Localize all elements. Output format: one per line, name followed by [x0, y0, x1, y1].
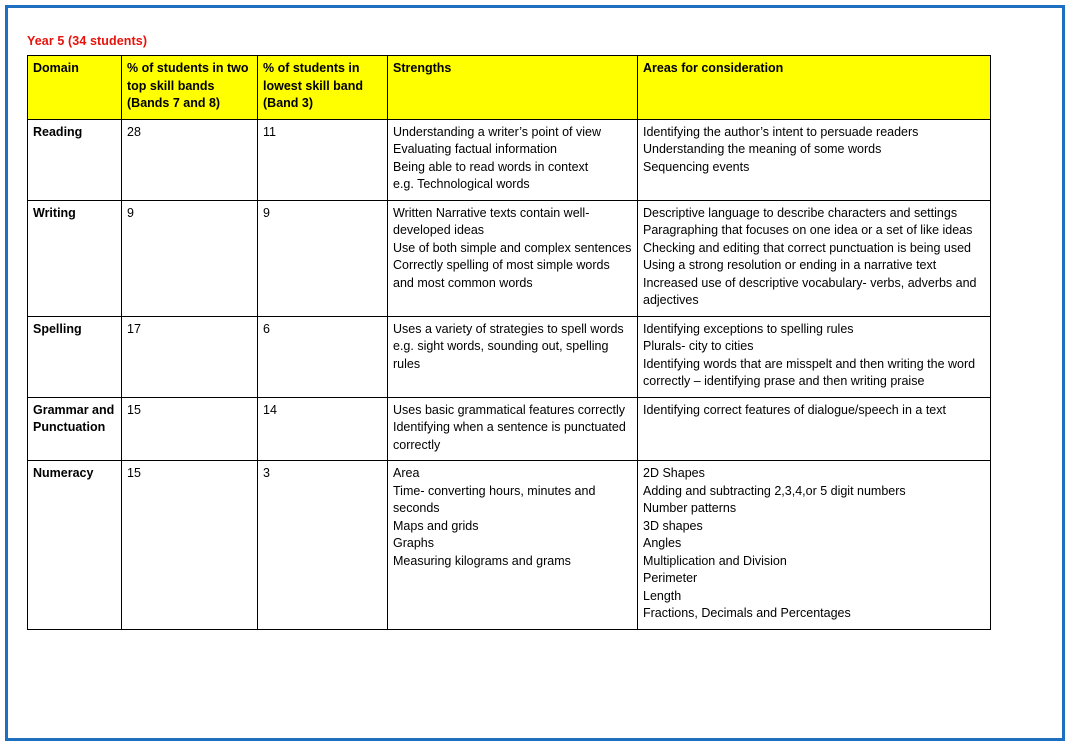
area-item: Using a strong resolution or ending in a narrative text	[643, 258, 937, 272]
strength-item: Uses basic grammatical features correctly	[393, 402, 626, 417]
cell-lowest-band-pct: 9	[258, 200, 388, 316]
table-row	[28, 397, 991, 461]
area-item: Increased use of descriptive vocabulary- verbs, adverbs and adjectives	[643, 275, 977, 307]
area-item: Identifying the author’s intent to persuade readers	[643, 124, 919, 139]
area-item: Plurals- city to cities	[643, 339, 754, 353]
strength-item: Area	[393, 466, 420, 480]
cell-areas	[638, 200, 991, 316]
cell-domain: Spelling	[28, 316, 122, 397]
cell-lowest-band-pct: 14	[258, 397, 388, 461]
strength-item: Maps and grids	[393, 518, 479, 533]
table-row	[28, 119, 991, 200]
cell-strengths	[388, 200, 638, 316]
column-header-strengths: Strengths	[388, 56, 638, 120]
cell-top-bands-pct: 17	[122, 316, 258, 397]
strength-item: Understanding a writer’s point of view	[393, 124, 601, 139]
column-header-areas: Areas for consideration	[638, 56, 991, 120]
naplan-results-table	[27, 55, 991, 630]
strength-item: Correctly spelling of most simple words and most common words	[393, 258, 610, 290]
area-item: Perimeter	[643, 571, 698, 585]
table-row	[28, 316, 991, 397]
column-header-domain: Domain	[28, 56, 122, 120]
cell-strengths	[388, 119, 638, 200]
area-item: Adding and subtracting 2,3,4,or 5 digit numbers	[643, 483, 906, 498]
cell-areas	[638, 316, 991, 397]
area-item: Sequencing events	[643, 159, 750, 174]
cell-lowest-band-pct: 3	[258, 461, 388, 630]
area-item: Fractions, Decimals and Percentages	[643, 606, 851, 620]
area-item: Understanding the meaning of some words	[643, 142, 882, 156]
area-item: Length	[643, 588, 682, 603]
cell-domain: Numeracy	[28, 461, 122, 630]
table-body	[28, 119, 991, 629]
cell-strengths	[388, 461, 638, 630]
cell-domain: Writing	[28, 200, 122, 316]
area-item: Identifying words that are misspelt and then writing the word correctly – identifying prase and then writing praise	[643, 356, 976, 388]
cell-lowest-band-pct: 11	[258, 119, 388, 200]
area-item: Multiplication and Division	[643, 553, 787, 568]
area-item: Paragraphing that focuses on one idea or a set of like ideas	[643, 223, 973, 237]
cell-domain: Grammar and Punctuation	[28, 397, 122, 461]
cell-top-bands-pct: 28	[122, 119, 258, 200]
table-header-row	[28, 56, 991, 120]
strength-item: Being able to read words in context	[393, 159, 589, 174]
strength-item: e.g. Technological words	[393, 177, 530, 191]
table-header	[28, 56, 991, 120]
column-header-top-bands: % of students in two top skill bands (Bands 7 and 8)	[122, 56, 258, 120]
cell-areas	[638, 461, 991, 630]
cell-top-bands-pct: 15	[122, 461, 258, 630]
column-header-lowest-band: % of students in lowest skill band (Band 3)	[258, 56, 388, 120]
area-item: 2D Shapes	[643, 466, 705, 480]
page-title: Year 5 (34 students)	[27, 34, 148, 48]
strength-item: Uses a variety of strategies to spell words e.g. sight words, sounding out, spelling rules	[393, 321, 624, 371]
area-item: Identifying exceptions to spelling rules	[643, 321, 854, 336]
cell-strengths	[388, 316, 638, 397]
cell-areas	[638, 119, 991, 200]
area-item: Identifying correct features of dialogue/speech in a text	[643, 402, 946, 417]
table-row	[28, 461, 991, 630]
strength-item: Use of both simple and complex sentences	[393, 240, 632, 255]
area-item: Checking and editing that correct punctuation is being used	[643, 240, 971, 255]
cell-strengths	[388, 397, 638, 461]
cell-lowest-band-pct: 6	[258, 316, 388, 397]
strength-item: Time- converting hours, minutes and seconds	[393, 483, 596, 515]
cell-top-bands-pct: 9	[122, 200, 258, 316]
area-item: Angles	[643, 536, 682, 550]
area-item: Number patterns	[643, 501, 737, 515]
table-row	[28, 200, 991, 316]
strength-item: Written Narrative texts contain well-developed ideas	[393, 205, 590, 237]
area-item: Descriptive language to describe characters and settings	[643, 205, 958, 220]
strength-item: Evaluating factual information	[393, 142, 557, 156]
strength-item: Graphs	[393, 536, 434, 550]
strength-item: Measuring kilograms and grams	[393, 553, 571, 568]
document-page	[5, 5, 1065, 741]
cell-areas	[638, 397, 991, 461]
cell-top-bands-pct: 15	[122, 397, 258, 461]
cell-domain: Reading	[28, 119, 122, 200]
strength-item: Identifying when a sentence is punctuated correctly	[393, 420, 626, 452]
area-item: 3D shapes	[643, 518, 703, 533]
